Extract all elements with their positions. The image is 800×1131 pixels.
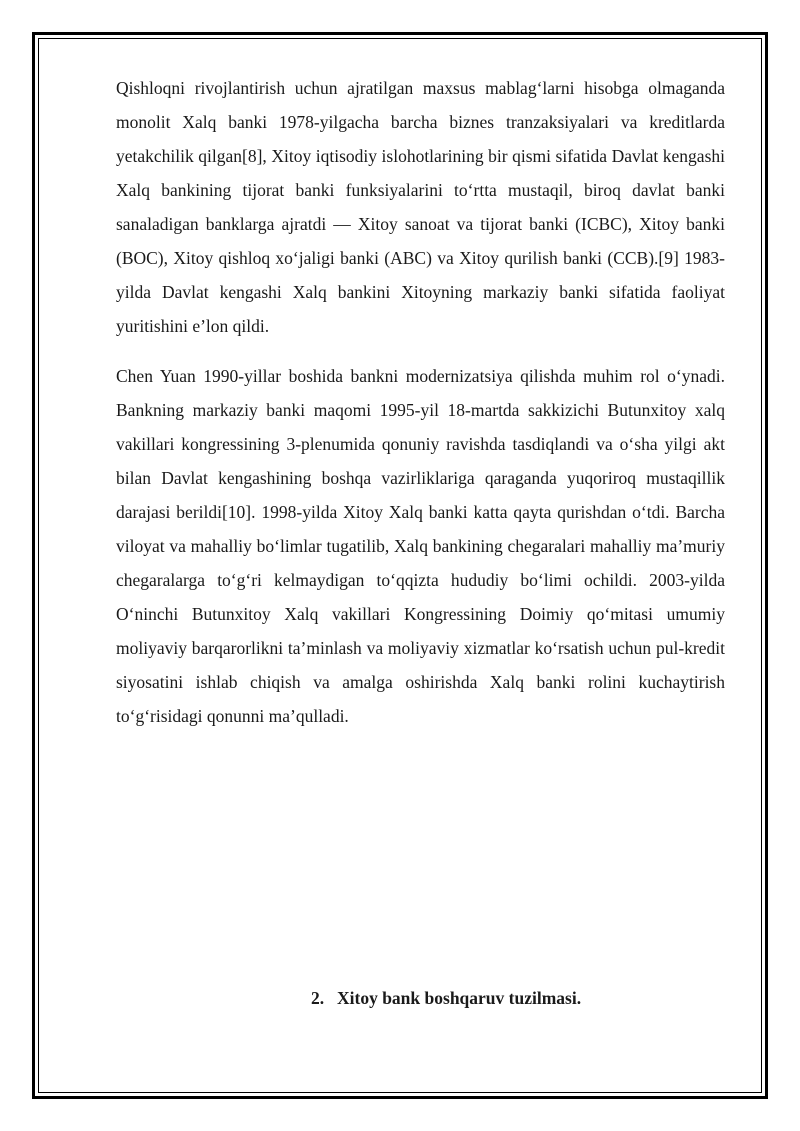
section-title: Xitoy bank boshqaruv tuzilmasi. xyxy=(337,988,582,1008)
document-body xyxy=(116,71,725,749)
section-number: 2. xyxy=(311,988,325,1008)
section-heading xyxy=(311,984,581,1012)
paragraph-1: Qishloqni rivojlantirish uchun ajratilgan maxsus mablagʻlarni hisobga olmaganda monolit Xalq banki 1978-yilgacha barcha biznes tranzaksiyalari va kreditlarda yetakchilik qilgan[8], Xitoy iqtisodiy islohotlarining bir qismi sifatida Davlat kengashi Xalq bankining tijorat banki funksiyalarini toʻrtta mustaqil, biroq davlat banki sanaladigan banklarga ajratdi — Xitoy sanoat va tijorat banki (ICBC), Xitoy banki (BOC), Xitoy qishloq xoʻjaligi banki (ABC) va Xitoy qurilish banki (CCB).[9] 1983-yilda Davlat kengashi Xalq bankini Xitoyning markaziy banki sifatida faoliyat yuritishini eʼlon qildi. xyxy=(116,78,725,336)
paragraph-2: Chen Yuan 1990-yillar boshida bankni modernizatsiya qilishda muhim rol oʻynadi. Bankning markaziy banki maqomi 1995-yil 18-martda sakkizichi Butunxitoy xalq vakillari kongressining 3-plenumida qonuniy ravishda tasdiqlandi va oʻsha yilgi akt bilan Davlat kengashining boshqa vazirliklariga qaraganda yuqoriroq mustaqillik darajasi berildi[10]. 1998-yilda Xitoy Xalq banki katta qayta qurishdan oʻtdi. Barcha viloyat va mahalliy boʻlimlar tugatilib, Xalq bankining chegaralari mahalliy maʼmuriy chegaralarga toʻgʻri kelmaydigan toʻqqizta hududiy boʻlimi ochildi. 2003-yilda Oʻninchi Butunxitoy Xalq vakillari Kongressining Doimiy qoʻmitasi umumiy moliyaviy barqarorlikni taʼminlash va moliyaviy xizmatlar koʻrsatish uchun pul-kredit siyosatini ishlab chiqish va amalga oshirishda Xalq banki rolini kuchaytirish toʻgʻrisidagi qonunni maʼqulladi. xyxy=(116,366,725,726)
